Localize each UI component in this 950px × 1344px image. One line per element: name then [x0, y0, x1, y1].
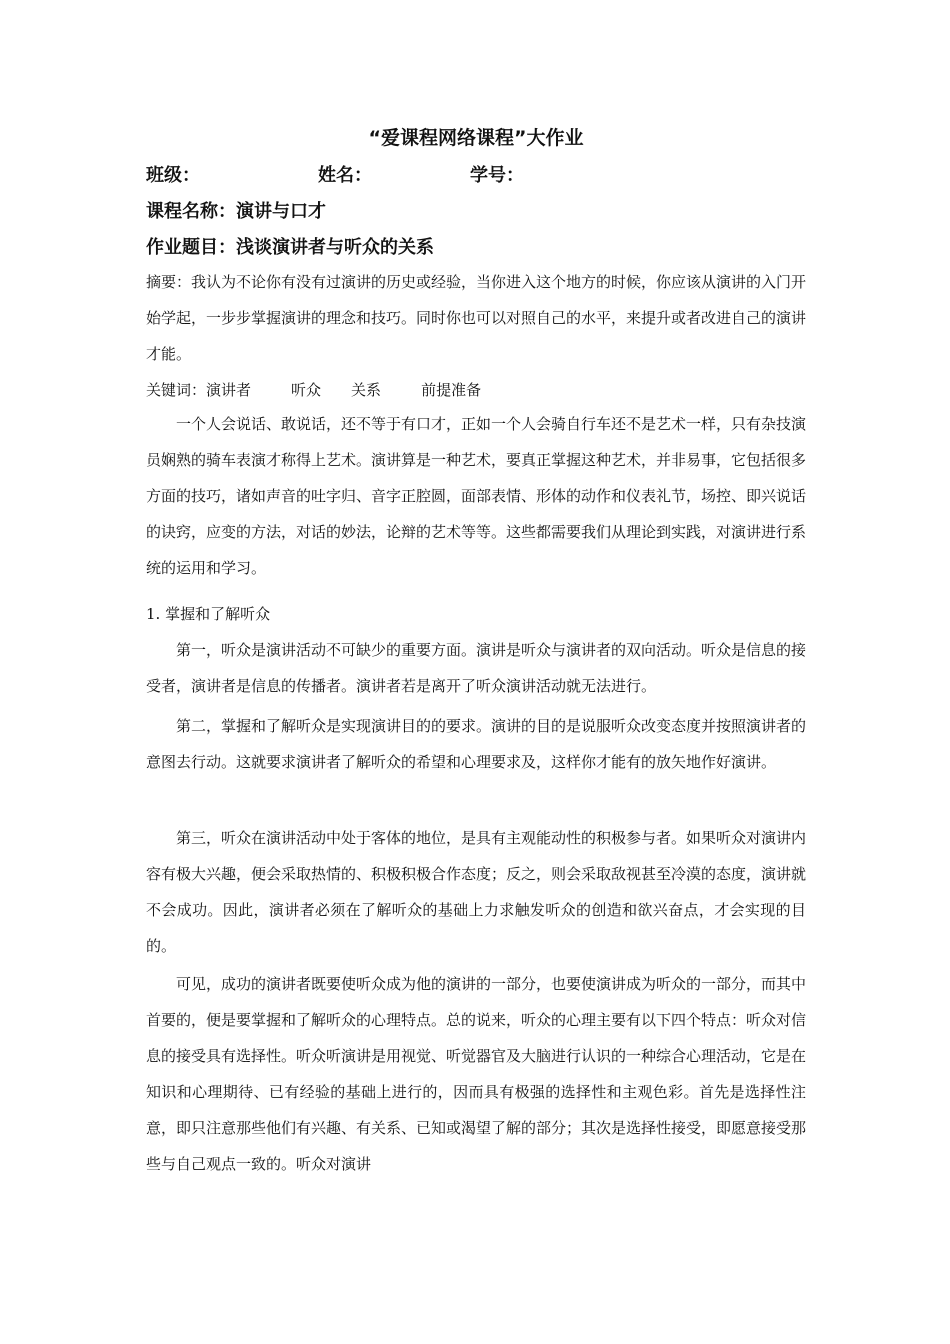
intro-paragraph: 一个人会说话、敢说话，还不等于有口才，正如一个人会骑自行车还不是艺术一样，只有杂技演员娴熟的骑车表演才称得上艺术。演讲算是一种艺术，要真正掌握这种艺术，并非易事，它包括很多方面的技巧，诸如声音的吐字归、音字正腔圆，面部表情、形体的动作和仪表礼节，场控、即兴说话的诀窍，应变的方法，对话的妙法，论辩的艺术等等。这些都需要我们从理论到实践，对演讲进行系统的运用和学习。 — [146, 415, 807, 577]
abstract-paragraph: 摘要：我认为不论你有没有过演讲的历史或经验，当你进入这个地方的时候，你应该从演讲的入门开始学起，一步步掌握演讲的理念和技巧。同时你也可以对照自己的水平，来提升或者改进自己的演讲才能。 — [146, 273, 807, 363]
keywords-line — [146, 374, 511, 406]
paragraph-first: 第一，听众是演讲活动不可缺少的重要方面。演讲是听众与演讲者的双向活动。听众是信息的接受者，演讲者是信息的传播者。演讲者若是离开了听众演讲活动就无法进行。 — [146, 641, 807, 695]
paragraph-second: 第二，掌握和了解听众是实现演讲目的的要求。演讲的目的是说服听众改变态度并按照演讲者的意图去行动。这就要求演讲者了解听众的希望和心理要求及，这样你才能有的放矢地作好演讲。 — [146, 717, 807, 771]
keyword-item: 听众 — [291, 381, 322, 399]
student-info-row — [146, 160, 806, 192]
paragraph-third: 第三，听众在演讲活动中处于客体的地位，是具有主观能动性的积极参与者。如果听众对演讲内容有极大兴趣，便会采取热情的、积极积极合作态度；反之，则会采取敌视甚至冷漠的态度，演讲就不会成功。因此，演讲者必须在了解听众的基础上力求触发听众的创造和欲兴奋点，才会实现的目的。 — [146, 829, 807, 955]
keyword-item: 演讲者 — [206, 381, 252, 399]
class-label: 班级： — [146, 165, 200, 186]
name-label: 姓名： — [318, 165, 372, 186]
section-1-title: 1. 掌握和了解听众 — [146, 605, 271, 623]
document-title: “爱课程网络课程”大作业 — [368, 127, 584, 149]
course-name-heading: 课程名称：演讲与口才 — [146, 201, 326, 222]
keyword-item: 关系 — [351, 381, 382, 399]
assignment-topic-heading: 作业题目：浅谈演讲者与听众的关系 — [146, 237, 434, 258]
keywords-label: 关键词： — [146, 381, 207, 399]
paragraph-conclusion: 可见，成功的演讲者既要使听众成为他的演讲的一部分，也要使演讲成为听众的一部分，而其中首要的，便是要掌握和了解听众的心理特点。总的说来，听众的心理主要有以下四个特点：听众对信息的接受具有选择性。听众听演讲是用视觉、听觉器官及大脑进行认识的一种综合心理活动，它是在知识和心理期待、已有经验的基础上进行的，因而具有极强的选择性和主观色彩。首先是选择性注意，即只注意那些他们有兴趣、有关系、已知或渴望了解的部分；其次是选择性接受，即愿意接受那些与自己观点一致的。听众对演讲 — [146, 975, 807, 1173]
student-id-label: 学号： — [470, 165, 524, 186]
keyword-item: 前提准备 — [421, 381, 482, 399]
